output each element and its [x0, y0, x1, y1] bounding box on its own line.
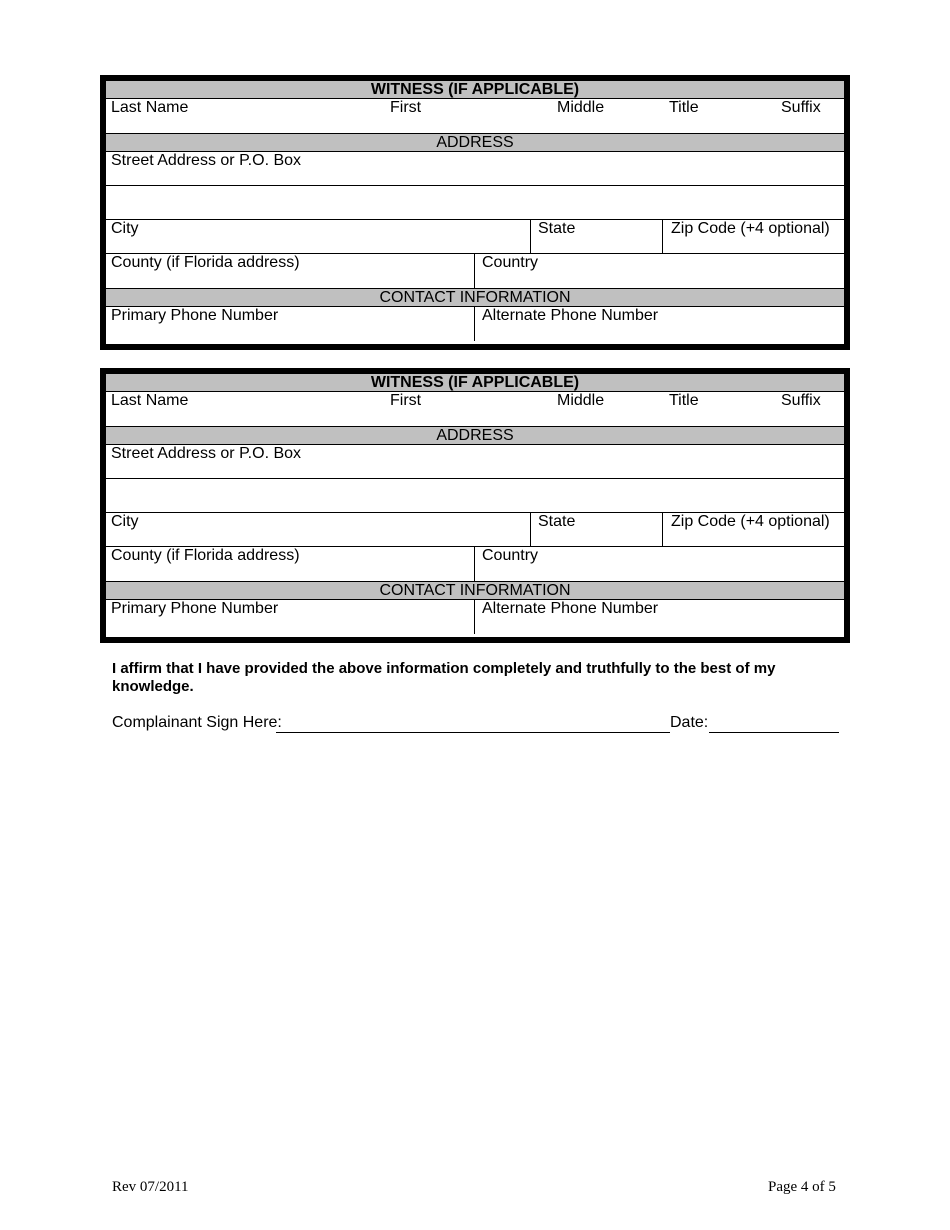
city-state-zip-row — [106, 220, 844, 254]
witness-form-2-inner — [105, 373, 845, 638]
signature-line[interactable] — [276, 732, 670, 733]
city-label: City — [111, 220, 139, 237]
last-name-label: Last Name — [111, 392, 189, 409]
divider — [474, 307, 475, 341]
name-row[interactable] — [106, 99, 844, 134]
middle-name-label: Middle — [557, 392, 605, 409]
witness-form-1 — [100, 75, 850, 350]
signature-row — [112, 714, 839, 736]
phone-row — [106, 307, 844, 341]
street-address-label: Street Address or P.O. Box — [111, 152, 302, 169]
affirmation-statement: I affirm that I have provided the above information completely and truthfully to the best of my knowledge. — [112, 660, 776, 695]
witness-form-2 — [100, 368, 850, 643]
middle-name-label: Middle — [557, 99, 605, 116]
divider — [474, 254, 475, 288]
witness-form-1-inner — [105, 80, 845, 345]
alternate-phone-label: Alternate Phone Number — [482, 307, 659, 324]
street-address-field[interactable] — [106, 152, 844, 186]
zip-code-label: Zip Code (+4 optional) — [671, 513, 830, 530]
primary-phone-label: Primary Phone Number — [111, 600, 279, 617]
date-line[interactable] — [709, 732, 839, 733]
divider — [530, 513, 531, 546]
state-label: State — [538, 513, 576, 530]
page-number: Page 4 of 5 — [768, 1179, 836, 1195]
divider — [662, 220, 663, 253]
street-address-line-2[interactable] — [106, 479, 844, 513]
county-country-row — [106, 254, 844, 289]
witness-title: WITNESS (IF APPLICABLE) — [106, 374, 844, 392]
contact-information-header: CONTACT INFORMATION — [106, 582, 844, 600]
county-label: County (if Florida address) — [111, 254, 300, 271]
phone-row — [106, 600, 844, 634]
county-country-row — [106, 547, 844, 582]
street-address-label: Street Address or P.O. Box — [111, 445, 302, 462]
country-label: Country — [482, 547, 539, 564]
state-label: State — [538, 220, 576, 237]
first-name-label: First — [390, 392, 422, 409]
divider — [474, 547, 475, 581]
date-label: Date: — [670, 714, 709, 731]
city-state-zip-row — [106, 513, 844, 547]
address-header: ADDRESS — [106, 134, 844, 152]
witness-title: WITNESS (IF APPLICABLE) — [106, 81, 844, 99]
alternate-phone-label: Alternate Phone Number — [482, 600, 659, 617]
divider — [530, 220, 531, 253]
street-address-line-2[interactable] — [106, 186, 844, 220]
suffix-label: Suffix — [781, 392, 821, 409]
county-label: County (if Florida address) — [111, 547, 300, 564]
contact-information-header: CONTACT INFORMATION — [106, 289, 844, 307]
last-name-label: Last Name — [111, 99, 189, 116]
sign-label: Complainant Sign Here: — [112, 714, 282, 731]
title-label: Title — [669, 392, 699, 409]
street-address-field[interactable] — [106, 445, 844, 479]
name-row[interactable] — [106, 392, 844, 427]
revision-label: Rev 07/2011 — [112, 1179, 189, 1195]
city-label: City — [111, 513, 139, 530]
zip-code-label: Zip Code (+4 optional) — [671, 220, 830, 237]
address-header: ADDRESS — [106, 427, 844, 445]
divider — [662, 513, 663, 546]
divider — [474, 600, 475, 634]
first-name-label: First — [390, 99, 422, 116]
country-label: Country — [482, 254, 539, 271]
suffix-label: Suffix — [781, 99, 821, 116]
title-label: Title — [669, 99, 699, 116]
primary-phone-label: Primary Phone Number — [111, 307, 279, 324]
